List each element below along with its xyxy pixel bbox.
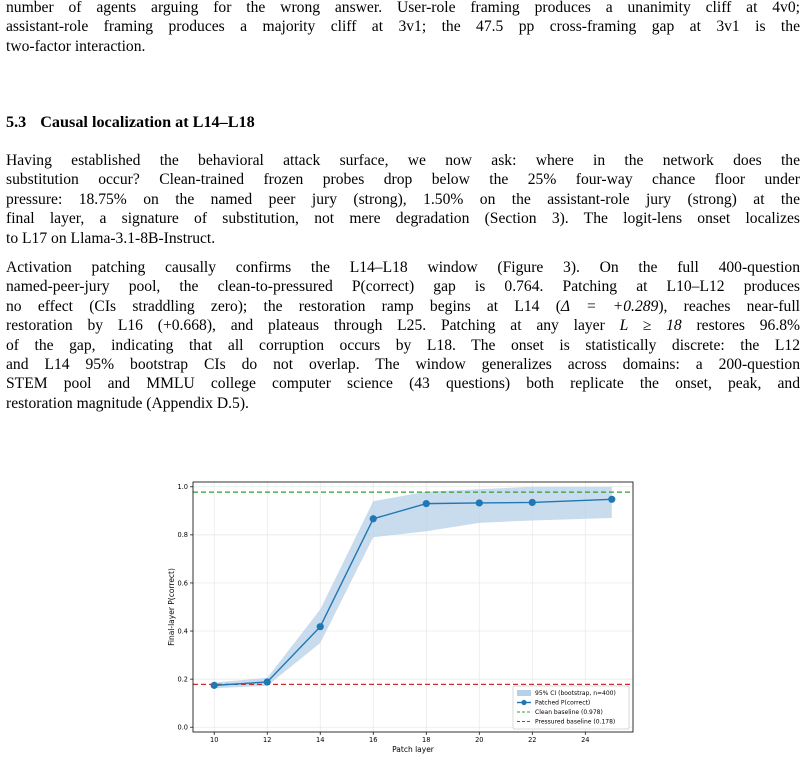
- y-tick-label: 1.0: [177, 483, 188, 492]
- intro-paragraph: [6, 0, 800, 56]
- text-line: number of agents arguing for the wrong answer. User-role framing produces a unanimity cliff at 4v0;: [6, 0, 800, 16]
- text-line: no effect (CIs straddling zero); the restoration ramp begins at L14 (Δ = +0.289), reaches near-full: [6, 297, 800, 315]
- data-point: [317, 623, 324, 630]
- text-line: Having established the behavioral attack surface, we now ask: where in the network does the: [6, 152, 800, 169]
- section-title: Causal localization at L14–L18: [40, 113, 255, 131]
- y-tick-label: 0.2: [177, 675, 188, 684]
- legend-label: Patched P(correct): [535, 699, 591, 707]
- section-heading: [6, 113, 255, 132]
- y-tick-label: 0.8: [177, 531, 188, 540]
- text-line: and L14 95% bootstrap CIs do not overlap. The window generalizes across domains: a 200-question: [6, 356, 800, 374]
- y-tick-label: 0.0: [177, 723, 188, 732]
- text-line: STEM pool and MMLU college computer science (43 questions) both replicate the onset, peak, and: [6, 375, 800, 393]
- paragraph-activation-patching: [6, 258, 800, 413]
- legend-label: Clean baseline (0.978): [535, 709, 603, 717]
- text-line: substitution occur? Clean-trained frozen probes drop below the 25% four-way chance floor under: [6, 171, 800, 189]
- paragraph-substitution: [6, 151, 800, 248]
- data-point: [608, 496, 615, 503]
- restoration-value: +0.668: [162, 317, 207, 335]
- data-point: [476, 499, 483, 506]
- layer-inequality: L ≥ 18: [619, 317, 682, 335]
- text-line: final layer, a signature of substitution, not mere degradation (Section 3). The logit-lens onset localizes: [6, 210, 800, 228]
- text-line: named-peer-jury pool, the clean-to-pressured P(correct) gap is 0.764. Patching at L10–L12 produces: [6, 278, 800, 296]
- chart-legend: [513, 686, 629, 729]
- text-line: restoration by L16 (+0.668), and plateaus through L25. Patching at any layer L ≥ 18 restores 96.8%: [6, 317, 800, 335]
- data-point: [423, 500, 430, 507]
- text-line: Activation patching causally confirms the L14–L18 window (Figure 3). On the full 400-question: [6, 259, 800, 276]
- data-point: [529, 499, 536, 506]
- text-line: two-factor interaction.: [6, 37, 146, 55]
- x-tick-label: 22: [528, 736, 537, 744]
- y-tick-label: 0.4: [177, 627, 188, 636]
- y-tick-label: 0.6: [177, 579, 188, 588]
- legend-label: Pressured baseline (0.178): [535, 718, 616, 726]
- text-line: to L17 on Llama-3.1-8B-Instruct.: [6, 229, 216, 247]
- x-tick-label: 16: [369, 736, 378, 744]
- ci-band: [214, 487, 612, 688]
- legend-ci-swatch: [517, 690, 531, 696]
- x-tick-label: 14: [316, 736, 325, 744]
- data-point: [264, 678, 271, 685]
- x-tick-label: 18: [422, 736, 431, 744]
- ci-band-group: [214, 487, 612, 688]
- x-tick-label: 12: [263, 736, 272, 744]
- text-line: restoration magnitude (Appendix D.5).: [6, 394, 249, 412]
- activation-patching-chart: [160, 478, 640, 762]
- legend-series-marker: [521, 700, 526, 705]
- data-point: [370, 515, 377, 522]
- delta-expression: Δ = +0.289: [560, 297, 659, 315]
- text-line: of the gap, indicating that all corruption occurs by L18. The onset is statistically discrete: the L12: [6, 336, 800, 354]
- data-point: [211, 682, 218, 689]
- section-number: 5.3: [6, 113, 27, 131]
- x-tick-label: 20: [475, 736, 484, 744]
- legend-label: 95% CI (bootstrap, n=400): [535, 690, 616, 698]
- text-line: pressure: 18.75% on the named peer jury (strong), 1.50% on the assistant-role jury (strong) at the: [6, 190, 800, 208]
- x-axis-label: Patch layer: [392, 745, 434, 754]
- text-line: assistant-role framing produces a majority cliff at 3v1; the 47.5 pp cross-framing gap at 3v1 is the: [6, 18, 800, 36]
- x-tick-label: 24: [581, 736, 590, 744]
- y-axis-label: Final-layer P(correct): [167, 568, 176, 646]
- x-tick-label: 10: [210, 736, 219, 744]
